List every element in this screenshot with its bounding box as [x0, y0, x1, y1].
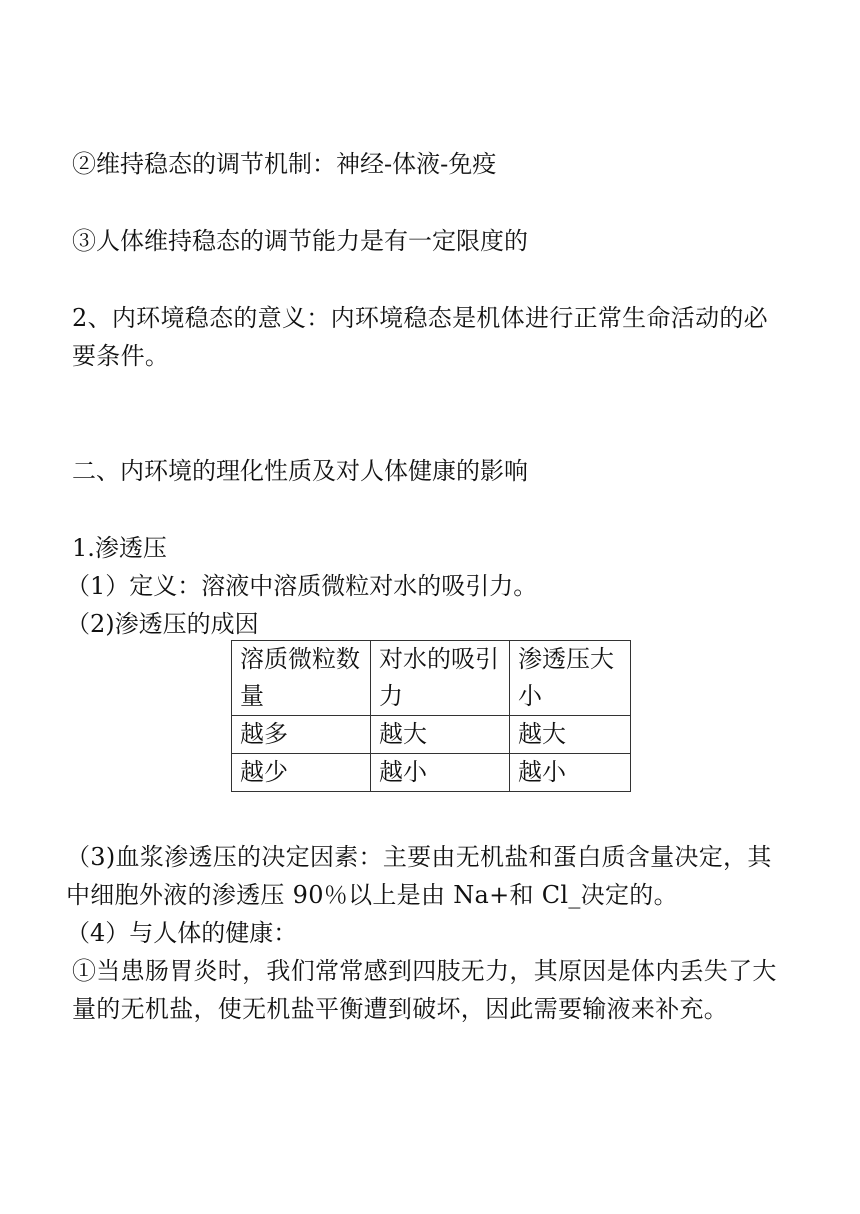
paragraph-gastroenteritis: ①当患肠胃炎时，我们常常感到四肢无力，其原因是体内丢失了大量的无机盐，使无机盐平衡遭到破坏，因此需要输液来补充。 — [72, 957, 777, 1023]
text-line-regulation-limit: ③人体维持稳态的调节能力是有一定限度的 — [72, 227, 528, 255]
table-header-cell: 渗透压大小 — [510, 641, 631, 716]
table-header-cell: 对水的吸引力 — [371, 641, 510, 716]
table-cell: 越大 — [510, 716, 631, 754]
table-header-cell: 溶质微粒数量 — [232, 641, 371, 716]
table-cell: 越大 — [371, 716, 510, 754]
table-row — [232, 754, 631, 792]
table-row — [232, 716, 631, 754]
table-cell: 越小 — [510, 754, 631, 792]
table-cell: 越多 — [232, 716, 371, 754]
text-line-regulation-mechanism: ②维持稳态的调节机制：神经-体液-免疫 — [72, 150, 497, 178]
table-header-row — [232, 641, 631, 716]
osmotic-pressure-table — [231, 640, 631, 792]
text-line-causes: （2)渗透压的成因 — [66, 610, 259, 638]
text-line-health: （4）与人体的健康： — [66, 919, 298, 947]
section-heading-two: 二、内环境的理化性质及对人体健康的影响 — [72, 457, 528, 485]
subheading-osmotic-pressure: 1.渗透压 — [72, 534, 167, 562]
table-cell: 越小 — [371, 754, 510, 792]
table-cell: 越少 — [232, 754, 371, 792]
text-line-definition: （1）定义：溶液中溶质微粒对水的吸引力。 — [66, 572, 538, 600]
paragraph-plasma-osmotic-factors: （3)血浆渗透压的决定因素：主要由无机盐和蛋白质含量决定，其中细胞外液的渗透压 90％以上是由 Na+和 Cl_决定的。 — [66, 843, 772, 909]
paragraph-homeostasis-significance: 2、内环境稳态的意义：内环境稳态是机体进行正常生命活动的必要条件。 — [72, 304, 768, 370]
